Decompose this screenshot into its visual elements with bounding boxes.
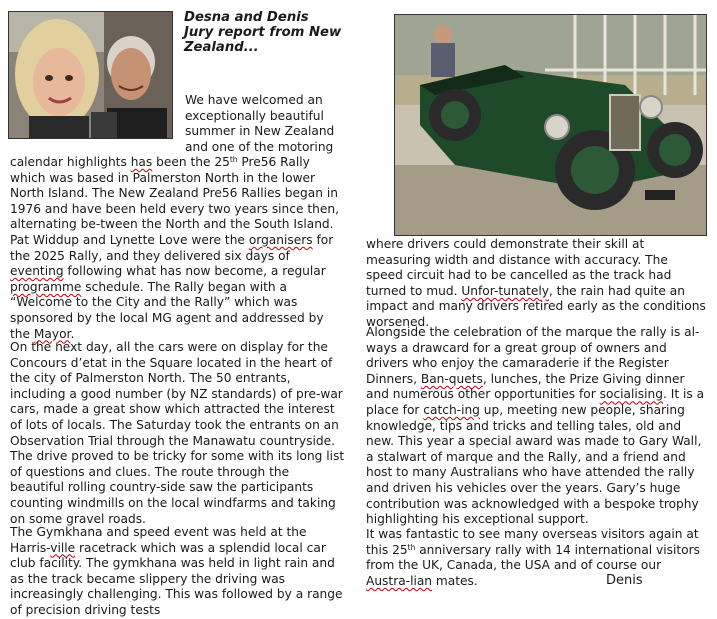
text: , lunches, the Prize Giving dinner and numerous other opportunities for (366, 371, 685, 402)
paragraph-text: On the next day, all the cars were on display for the Concours d’etat in the Square located in the heart of the city of Palmerston North. The 50 entrants, including a good number (by NZ standards) of pre-war cars, made a great show which attracted the interest of lots of locals. The Saturday took the entrants on an Observation Trial through the Manawatu countryside. The drive proved to be tricky for some with its long list of questions and clues. The route through the beautiful rolling country-side saw the participants counting windmills on the local windfarms and taking on some gravel roads. (10, 340, 345, 526)
title-line-3: Zealand... (184, 40, 259, 55)
text: . (70, 326, 75, 341)
text: Alongside the celebration of the marque the rally is al-ways a drawcard for a great group of owners and drivers who enjoy the camaraderie if the Register Dinners, (366, 325, 700, 386)
spellcheck-word: Unfor-tunately (461, 283, 549, 298)
left-paragraph-3 (10, 525, 346, 619)
left-paragraph-2 (10, 340, 346, 527)
left-paragraph-1 (10, 155, 346, 342)
intro-line: summer in New Zealand (185, 124, 335, 139)
spellcheck-word: organisers (248, 232, 313, 247)
portrait-photo (8, 11, 173, 139)
car-photo (394, 14, 707, 236)
title-line-2: Jury report from New (184, 25, 342, 40)
text: Pre56 Rally which was based in Palmerston North in the lower North Island. The New Zealand Pre56 Rallies began in 1976 and have been held every two years since then, alternating be-tween the North and the South Island. Pat Widdup and Lynette Love were the (10, 155, 339, 247)
intro-block (185, 93, 355, 155)
spellcheck-word: programme (10, 279, 82, 294)
text: schedule. The Rally began with a “Welcome to the City and the Rally” which was sponsored by the local MG agent and addressed by the (10, 279, 324, 341)
spellcheck-word: Austra-lian (366, 573, 433, 588)
right-paragraph-3 (366, 527, 708, 589)
superscript: th (229, 155, 238, 164)
text: calendar highlights (10, 155, 131, 169)
spellcheck-word: Mayor (33, 326, 71, 341)
text: been the 25 (152, 155, 230, 169)
text: , the rain had quite an impact and many drivers retired early as the conditions worsened. (366, 283, 706, 329)
text: racetrack which was a splendid local car club facility. The gymkhana was held in light rain and as the track became slippery the driving was increasingly challenging. This was followed by a range of precision driving tests (10, 540, 343, 617)
right-paragraph-2 (366, 325, 708, 528)
right-paragraph-1 (366, 237, 708, 331)
text: mates. (432, 573, 478, 588)
spellcheck-word: catch-ing (423, 402, 480, 417)
text: anniversary rally with 14 international visitors from the UK, Canada, the USA and of course our (366, 542, 700, 573)
intro-line: exceptionally beautiful (185, 108, 324, 123)
signature: Denis (606, 573, 643, 588)
portrait-photo-icon (9, 12, 172, 138)
spellcheck-word: socialising (599, 387, 663, 402)
text: where drivers could demonstrate their skill at measuring width and distance with accuracy. The speed circuit had to be cancelled as the track had turned to mud. (366, 237, 672, 298)
intro-line: We have welcomed an (185, 93, 323, 107)
intro-line: and one of the motoring (185, 139, 334, 154)
text: up, meeting new people, sharing knowledge, tips and tricks and telling tales, old and new. This year a special award was made to Gary Wall, a stalwart of marque and the Rally, and a friend and host to many Australians who have attended the rally and driven his vehicles over the years. Gary’s huge contribution was acknowledged with a bespoke trophy highlighting his exceptional support. (366, 402, 702, 527)
report-title (184, 10, 354, 55)
spellcheck-word: has (130, 155, 153, 169)
text: The Gymkhana and speed event was held at the Harris- (10, 525, 307, 555)
vintage-mg-car-icon (395, 15, 706, 235)
text: for the 2025 Rally, and they delivered six days of (10, 232, 334, 263)
title-line-1: Desna and Denis (184, 10, 309, 25)
text: . It is a place for (366, 387, 705, 417)
superscript: th (407, 542, 416, 552)
text: It was fantastic to see many overseas visitors again at this 25 (366, 527, 699, 557)
text: following what has now become, a regular (63, 264, 326, 279)
spellcheck-word: Ban-quets (420, 371, 483, 386)
spellcheck-word: ville (50, 540, 76, 555)
spellcheck-word: eventing (10, 264, 64, 279)
